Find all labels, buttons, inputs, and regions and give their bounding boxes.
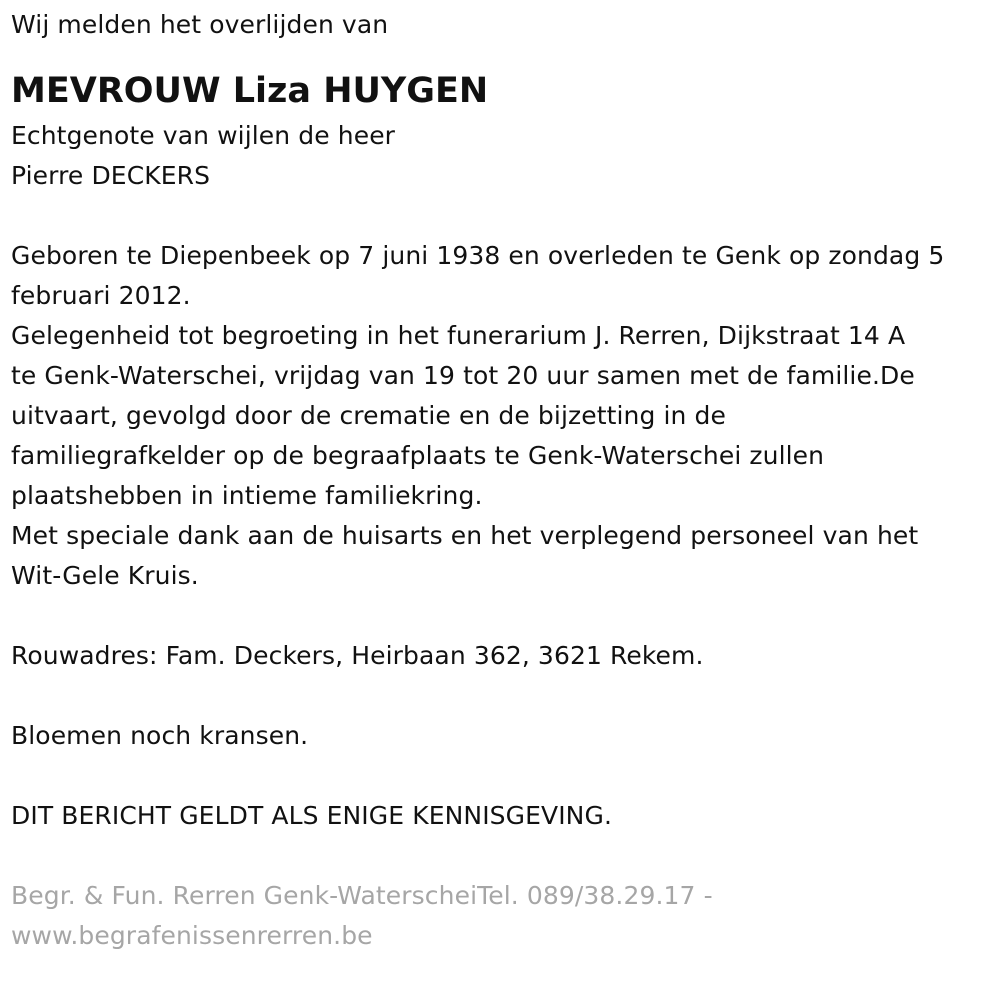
body-line: Gelegenheid tot begroeting in het funerarium J. Rerren, Dijkstraat 14 A <box>11 321 906 350</box>
body-line: Geboren te Diepenbeek op 7 juni 1938 en overleden te Genk op zondag 5 <box>11 241 945 270</box>
spouse-line-1: Echtgenote van wijlen de heer <box>11 121 396 150</box>
deceased-name: MEVROUW Liza HUYGEN <box>11 71 489 111</box>
spacer <box>11 756 988 796</box>
spacer <box>11 196 988 236</box>
body-line: familiegrafkelder op de begraafplaats te Genk-Waterschei zullen <box>11 441 825 470</box>
body-line: plaatshebben in intieme familiekring. <box>11 481 483 510</box>
spacer <box>11 676 988 716</box>
body-line: februari 2012. <box>11 281 191 310</box>
intro-text: Wij melden het overlijden van <box>11 10 389 39</box>
spacer <box>11 596 988 636</box>
body-line: Met speciale dank aan de huisarts en het verplegend personeel van het <box>11 521 919 550</box>
body-line: Wit-Gele Kruis. <box>11 561 199 590</box>
flowers-note: Bloemen noch kransen. <box>11 721 309 750</box>
official-notice: DIT BERICHT GELDT ALS ENIGE KENNISGEVING. <box>11 801 612 830</box>
funeral-home-info: Begr. & Fun. Rerren Genk-WaterscheiTel. 089/38.29.17 - <box>11 881 713 910</box>
notice-body <box>11 236 988 596</box>
mourning-address: Rouwadres: Fam. Deckers, Heirbaan 362, 3621 Rekem. <box>11 641 704 670</box>
spacer <box>11 836 988 876</box>
spouse-line-2: Pierre DECKERS <box>11 161 211 190</box>
funeral-home-website: www.begrafenissenrerren.be <box>11 921 373 950</box>
body-line: te Genk-Waterschei, vrijdag van 19 tot 20 uur samen met de familie.De <box>11 361 915 390</box>
body-line: uitvaart, gevolgd door de crematie en de bijzetting in de <box>11 401 726 430</box>
